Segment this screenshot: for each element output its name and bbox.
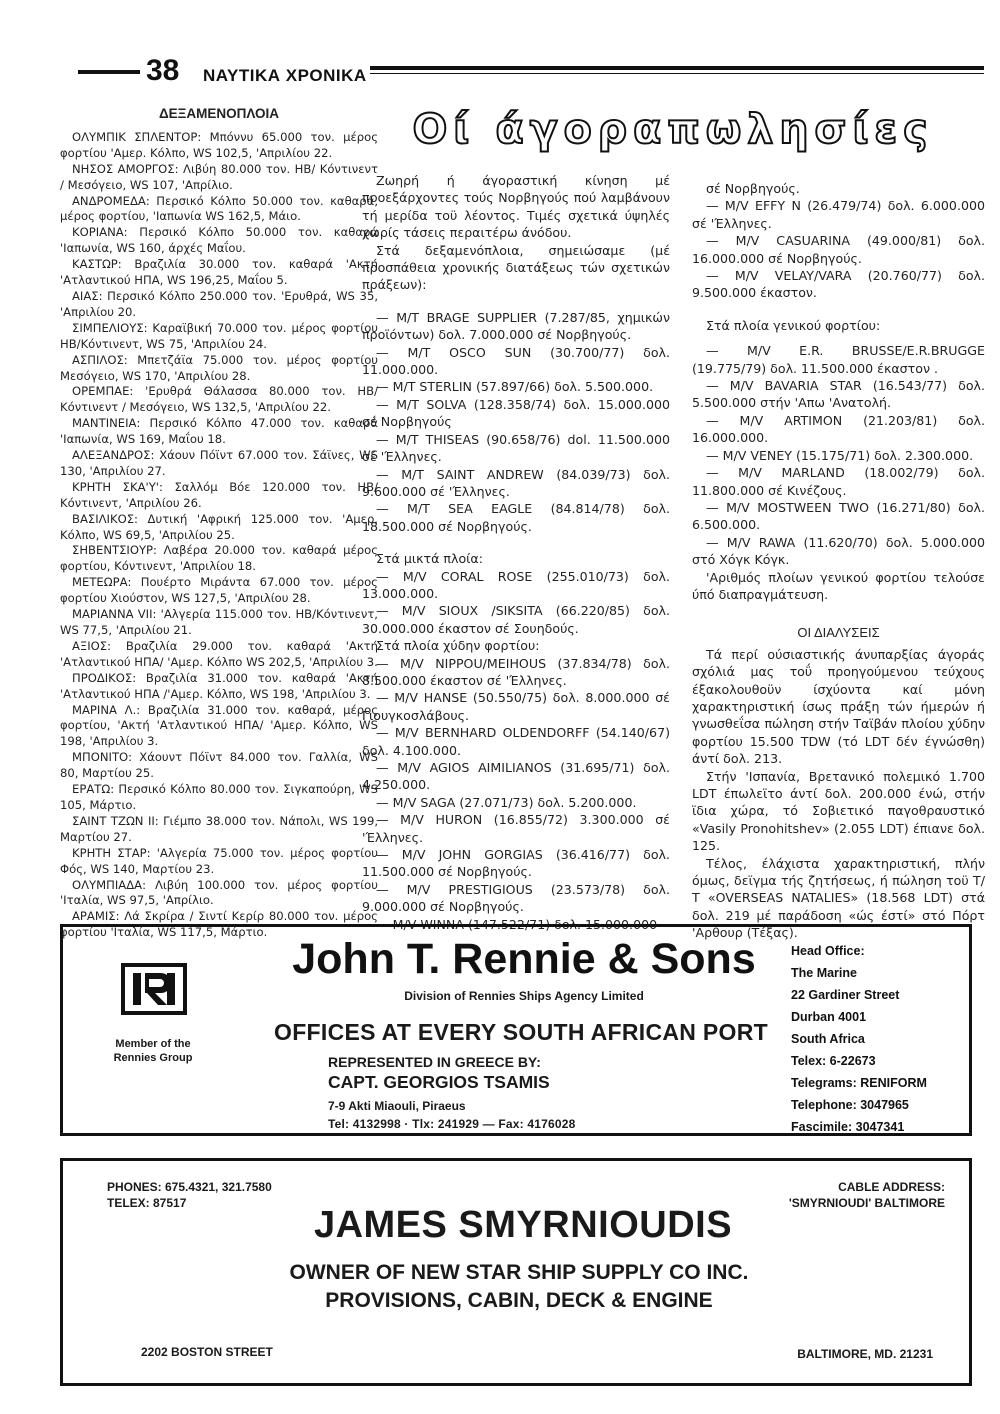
sale-entry: — M/V AGIOS AIMILIANOS (31.695/71) δολ. 4.250.000. <box>362 760 670 793</box>
head-office-fax: Fascimile: 3047341 <box>791 1120 905 1134</box>
sale-entry: — M/V WINNA (147.522/71) δολ. 15.000.000 <box>376 916 658 932</box>
head-office-country: South Africa <box>791 1032 865 1046</box>
sale-entry: — Μ/Τ SEA EAGLE (84.814/78) δολ. 18.500.000 σέ Νορβηγούς. <box>362 501 670 534</box>
header-rule-right-thin <box>370 73 984 74</box>
sale-entry: — Μ/Τ BRAGE SUPPLIER (7.287/85, χημικών προϊόντων) δολ. 7.000.000 σέ Νορβηγούς. <box>362 309 670 343</box>
smyrnioudis-street: 2202 BOSTON STREET <box>141 1345 273 1359</box>
section-heading-tankers: ΔΕΞΑΜΕΝΟΠΛΟΙΑ <box>158 106 280 121</box>
smyrnioudis-name: JAMES SMYRNIOUDIS <box>313 1204 733 1246</box>
sale-entry: — Μ/Τ OSCO SUN (30.700/77) δολ. 11.000.000. <box>362 344 670 378</box>
member-of-group-text: Member of the Rennies Group <box>113 1038 193 1064</box>
charter-entry: ΚΡΗΤΗ ΣΚΑ'Υ': Σαλλόμ Βόε 120.000 τον. ΗΒ/Κόντινεντ, 'Απριλίου 26. <box>60 479 378 510</box>
head-office-telephone: Telephone: 3047965 <box>791 1098 909 1112</box>
rennie-piraeus-address: 7-9 Akti Miaouli, Piraeus <box>328 1099 466 1113</box>
sale-entry: — M/V NIPPOU/MEIHOUS (37.834/78) δολ. 8.500.000 έκαστον σέ 'Έλληνες. <box>362 655 670 688</box>
intro-paragraph: Ζωηρή ή άγοραστική κίνηση μέ προεξάρχοντες τούς Νορβηγούς πού λαμβάνουν τή μερίδα τοϋ λέοντος. Τιμές σχετικά ύψηλές χωρίς τάσεις περαιτέρω άνόδου. <box>362 173 670 241</box>
head-office-city: Durban 4001 <box>791 1010 867 1024</box>
charter-entry: ΑΡΑΜΙΣ: Λά Σκρίρα / Σιντί Κερίρ 80.000 τον. μέρος φορτίου 'Ιταλία, WS 117,5, Μάρτιο. <box>60 909 378 940</box>
sale-entry: — M/V EFFY N (26.479/74) δολ. 6.000.000 σέ 'Έλληνες. <box>692 198 985 231</box>
bulk-sales-list <box>362 655 670 934</box>
rennie-represented-label: REPRESENTED IN GREECE BY: <box>328 1054 541 1070</box>
header-rule-right <box>370 66 984 70</box>
sale-entry: — M/V SIOUX /SIKSITA (66.220/85) δολ. 30.000.000 έκαστον σέ Σουηδούς. <box>362 603 670 636</box>
charter-entry: ΜΑΡΙΑΝΝΑ VII: 'Αλγερία 115.000 τον. ΗΒ/Κόντινεντ, WS 77,5, 'Απριλίου 21. <box>60 607 378 637</box>
smyrnioudis-telex: TELEX: 87517 <box>107 1196 187 1210</box>
charter-entry: ΚΑΣΤΩΡ: Βραζιλία 30.000 τον. καθαρά 'Ακτή 'Ατλαντικού ΗΠΑ, WS 196,25, Μαΐου 5. <box>60 257 378 288</box>
column-tankers-chartering <box>60 106 378 941</box>
tanker-sales-list <box>362 309 670 535</box>
header-rule-left <box>78 70 140 74</box>
sale-entry: — Μ/Τ STERLIN (57.897/66) δολ. 5.500.000. <box>376 379 654 395</box>
advertisement-rennie <box>60 924 972 1136</box>
charter-entry: ΑΞΙΟΣ: Βραζιλία 29.000 τον. καθαρά 'Ακτή 'Ατλαντικού ΗΠΑ/ 'Αμερ. Κόλπο WS 202,5, 'Απριλίου 3. <box>60 638 378 669</box>
sale-entry: — M/V E.R. BRUSSE/E.R.BRUGGE (19.775/79) δολ. 11.500.000 έκαστον . <box>692 343 985 376</box>
charter-entry: ΜΕΤΕΩΡΑ: Πουέρτο Μιράντα 67.000 τον. μέρος φορτίου Χιούστον, WS 127,5, 'Απριλίου 28. <box>60 575 378 606</box>
section-heading-scrapping: ΟΙ ΔΙΑΛΥΣΕΙΣ <box>797 625 880 641</box>
rennie-offices-tagline: OFFICES AT EVERY SOUTH AFRICAN PORT <box>274 1019 768 1045</box>
sale-entry: — Μ/Τ SAINT ANDREW (84.039/73) δολ. 9.600.000 σέ 'Έλληνες. <box>362 466 670 499</box>
advertisement-smyrnioudis <box>60 1158 972 1386</box>
rennie-division: Division of Rennies Ships Agency Limited <box>404 989 644 1003</box>
charter-entry: ΜΠΟΝΙΤΟ: Χάουντ Πόϊντ 84.000 τον. Γαλλία, WS 80, Μαρτίου 25. <box>60 750 378 781</box>
charter-entry: ΕΡΑΤΩ: Περσικό Κόλπο 80.000 τον. Σιγκαπούρη, WS 105, Μάρτιο. <box>60 782 378 812</box>
general-cargo-heading: Στά πλοία γενικού φορτίου: <box>706 317 881 333</box>
rennie-company-name: John T. Rennie & Sons <box>292 935 756 983</box>
article-headline: Οί άγοραπωλησίες <box>412 105 934 153</box>
rennie-head-office-block <box>791 940 971 1138</box>
charter-entry: ΟΡΕΜΠΑΕ: 'Ερυθρά Θάλασσα 80.000 τον. ΗΒ/Κόντινεντ / Μεσόγειο, WS 132,5, 'Απριλίου 22. <box>60 384 378 415</box>
head-office-telex: Telex: 6-22673 <box>791 1054 876 1068</box>
head-office-label: Head Office: <box>791 944 865 958</box>
sale-entry: 'Αριθμός πλοίων γενικού φορτίου τελούσε ύπό διαπραγμάτευση. <box>692 569 985 602</box>
charter-entry: ΟΛΥΜΠΙΚ ΣΠΛΕΝΤΟΡ: Μπόννυ 65.000 τον. μέρος φορτίου 'Αμερ. Κόλπο, WS 102,5, 'Απριλίου 22. <box>60 129 378 160</box>
sale-entry: — Μ/Τ SOLVA (128.358/74) δολ. 15.000.000 σέ Νορβηγούς <box>362 396 670 430</box>
charter-entry: ΣΗΒΕΝΤΣΙΟΥΡ: Λαβέρα 20.000 τον. καθαρά μέρος φορτίου, Κόντινεντ, 'Απριλίου 18. <box>60 543 378 574</box>
column-sales-2 <box>692 180 985 942</box>
sale-entry: — M/V BAVARIA STAR (16.543/77) δολ. 5.500.000 στήν 'Απω 'Ανατολή. <box>692 378 985 411</box>
charter-entry: ΚΡΗΤΗ ΣΤΑΡ: 'Αλγερία 75.000 τον. μέρος φορτίου Φός, WS 140, Μαρτίου 23. <box>60 845 378 876</box>
bulk-heading: Στά πλοία χύδην φορτίου: <box>376 638 540 654</box>
scrap-paragraph: Τέλος, έλάχιστα χαρακτηριστική, πλήν όμως, δεϊγμα τής ζητήσεως, ή πώληση τοϋ Τ/Τ «OVERSEAS NATALIES» (18.568 LDT) στά δολ. 219 μέ παράδοση «ώς έστί» στό Πόρτ 'Αρθουρ (Τέξας). <box>692 855 985 941</box>
charter-entry: ΝΗΣΟΣ ΑΜΟΡΓΟΣ: Λιβύη 80.000 τον. ΗΒ/ Κόντινεντ / Μεσόγειο, WS 107, 'Απρίλιο. <box>60 161 378 192</box>
charter-entry: ΟΛΥΜΠΙΑΔΑ: Λιβύη 100.000 τον. μέρος φορτίου 'Ιταλία, WS 97,5, 'Απρίλιο. <box>60 877 378 908</box>
magazine-title: ΝΑΥΤΙΚΑ ΧΡΟΝΙΚΑ <box>203 66 367 85</box>
charter-entries-list <box>60 130 378 941</box>
column-sales-1 <box>362 172 670 933</box>
head-office-street: 22 Gardiner Street <box>791 988 900 1002</box>
head-office-telegrams: Telegrams: RENIFORM <box>791 1076 927 1090</box>
sale-entry: — M/V HURON (16.855/72) 3.300.000 σέ 'Έλληνες. <box>362 812 670 845</box>
sale-entry: — M/V BERNHARD OLDENDORFF (54.140/67) δολ. 4.100.000. <box>362 725 670 758</box>
scrapping-paragraphs <box>692 646 985 942</box>
smyrnioudis-city: BALTIMORE, MD. 21231 <box>797 1347 933 1361</box>
sale-entry: — M/V CORAL ROSE (255.010/73) δολ. 13.000.000. <box>362 568 670 601</box>
smyrnioudis-provisions-line: PROVISIONS, CABIN, DECK & ENGINE <box>325 1289 713 1312</box>
sale-entry: — M/V ARTIMON (21.203/81) δολ. 16.000.000. <box>692 412 985 446</box>
sale-entry: σέ Νορβηγούς. <box>706 181 800 196</box>
rennie-representative-name: CAPT. GEORGIOS TSAMIS <box>328 1072 550 1092</box>
head-office-building: The Marine <box>791 966 857 980</box>
charter-entry: ΣΙΜΠΕΛΙΟΥΣ: Καραϊβική 70.000 τον. μέρος φορτίου ΗΒ/Κόντινεντ, WS 75, 'Απριλίου 24. <box>60 320 378 351</box>
rennie-logo-icon <box>121 963 187 1015</box>
sale-entry: — M/V MOSTWEEN TWO (16.271/80) δολ. 6.500.000. <box>692 499 985 533</box>
charter-entry: ΑΛΕΞΑΝΔΡΟΣ: Χάουν Πόϊντ 67.000 τον. Σάϊνες, WS 130, 'Απριλίου 27. <box>60 448 378 478</box>
smyrnioudis-cable-block <box>789 1179 945 1211</box>
sale-entry: — M/V JOHN GORGIAS (36.416/77) δολ. 11.500.000 σέ Νορβηγούς. <box>362 847 670 880</box>
charter-entry: ΑΙΑΣ: Περσικό Κόλπο 250.000 τον. 'Ερυθρά, WS 35, 'Απριλίου 20. <box>60 288 378 319</box>
charter-entry: ΣΑΙΝΤ ΤΖΩΝ ΙΙ: Γιέμπο 38.000 τον. Νάπολι, WS 199, Μαρτίου 27. <box>60 813 378 844</box>
sale-entry: — M/V HANSE (50.550/75) δολ. 8.000.000 σέ Γιουγκοσλάβους. <box>362 690 670 723</box>
charter-entry: ΜΑΡΙΝΑ Λ.: Βραζιλία 31.000 τον. καθαρά, μέρος φορτίου, 'Ακτή 'Ατλαντικού ΗΠΑ/ 'Αμερ. Κόλπο, WS 198, 'Απριλίου 3. <box>60 702 378 749</box>
charter-entry: ΒΑΣΙΛΙΚΟΣ: Δυτική 'Αφρική 125.000 τον. 'Αμερ. Κόλπο, WS 69,5, 'Απριλίου 25. <box>60 511 378 542</box>
mixed-heading: Στά μικτά πλοία: <box>376 551 483 567</box>
charter-entry: ΜΑΝΤΙΝΕΙΑ: Περσικό Κόλπο 47.000 τον. καθαρά 'Ιαπωνία, WS 169, Μαΐου 18. <box>60 416 378 447</box>
rennie-piraeus-contacts: Tel: 4132998 · Tlx: 241929 — Fax: 4176028 <box>328 1117 576 1131</box>
bulk-sales-continued-list <box>692 180 985 302</box>
sale-entry: — M/V RAWA (11.620/70) δολ. 5.000.000 στό Χόγκ Κόγκ. <box>692 534 985 568</box>
sale-entry: — M/V PRESTIGIOUS (23.573/78) δολ. 9.000.000 σέ Νορβηγούς. <box>362 881 670 915</box>
smyrnioudis-phone-block <box>107 1179 272 1211</box>
mixed-sales-list <box>362 568 670 638</box>
page-number: 38 <box>146 54 180 87</box>
scrap-paragraph: Τά περί ούσιαστικής άνυπαρξίας άγοράς σχόλιά μας τοΰ προηγούμενου τεύχους έξακολουθοϋν ίσχύοντα καί μόνη χαρακτηριστική ίσως πράξη τών ήμερών ή γνωσθεΐσα πώληση στήν Ταϊβάν πλοίου χύδην φορτίου 15.500 TDW (τό LDT δέν έγνώσθη) άντί δολ. 213. <box>692 646 985 767</box>
cable-address-value: 'SMYRNIOUDI' BALTIMORE <box>788 1196 945 1210</box>
sale-entry: — M/V CASUARINA (49.000/81) δολ. 16.000.000 σέ Νορβηγούς. <box>692 233 985 266</box>
scrap-paragraph: Στήν 'Ισπανία, Βρετανικό πολεμικό 1.700 LDT έπωλεϊτο άντί δολ. 200.000 ένώ, στήν ϊδια χώρα, τό Σοβιετικό παγοθραυστικό «Vasily Pronohitshev» (2.055 LDT) έπιανε δολ. 125. <box>692 768 985 854</box>
sale-entry: — M/V SAGA (27.071/73) δολ. 5.200.000. <box>376 794 637 810</box>
smyrnioudis-phones: PHONES: 675.4321, 321.7580 <box>107 1180 272 1194</box>
cable-address-label: CABLE ADDRESS: <box>838 1180 945 1194</box>
sale-entry: — M/V VELAY/VARA (20.760/77) δολ. 9.500.000 έκαστον. <box>692 268 985 301</box>
sale-entry: — M/V VENEY (15.175/71) δολ. 2.300.000. <box>706 447 974 463</box>
sale-entry: — M/V MARLAND (18.002/79) δολ. 11.800.000 σέ Κινέζους. <box>692 465 985 498</box>
tankers-intro-paragraph: Στά δεξαμενόπλοια, σημειώσαμε (μέ προσπάθεια χρονικής διατάξεως τών σχετικών πράξεων): <box>362 242 670 293</box>
smyrnioudis-owner-line: OWNER OF NEW STAR SHIP SUPPLY CO INC. <box>289 1261 749 1284</box>
charter-entry: ΚΟΡΙΑΝΑ: Περσικό Κόλπο 50.000 τον. καθαρά 'Ιαπωνία, WS 160, άρχές Μαΐου. <box>60 225 378 256</box>
charter-entry: ΑΝΔΡΟΜΕΔΑ: Περσικό Κόλπο 50.000 τον. καθαρά, μέρος φορτίου, 'Ιαπωνία WS 162,5, Μάιο. <box>60 193 378 224</box>
sale-entry: — Μ/Τ THISEAS (90.658/76) dol. 11.500.000 σέ 'Έλληνες. <box>362 431 670 465</box>
general-cargo-sales-list <box>692 342 985 603</box>
charter-entry: ΑΣΠΙΛΟΣ: Μπετζάϊα 75.000 τον. μέρος φορτίου Μεσόγειο, WS 170, 'Απριλίου 28. <box>60 352 378 383</box>
charter-entry: ΠΡΟΔΙΚΟΣ: Βραζιλία 31.000 τον. καθαρά 'Ακτή 'Ατλαντικού ΗΠΑ /'Αμερ. Κόλπο, WS 198, 'Απριλίου 3. <box>60 670 378 701</box>
